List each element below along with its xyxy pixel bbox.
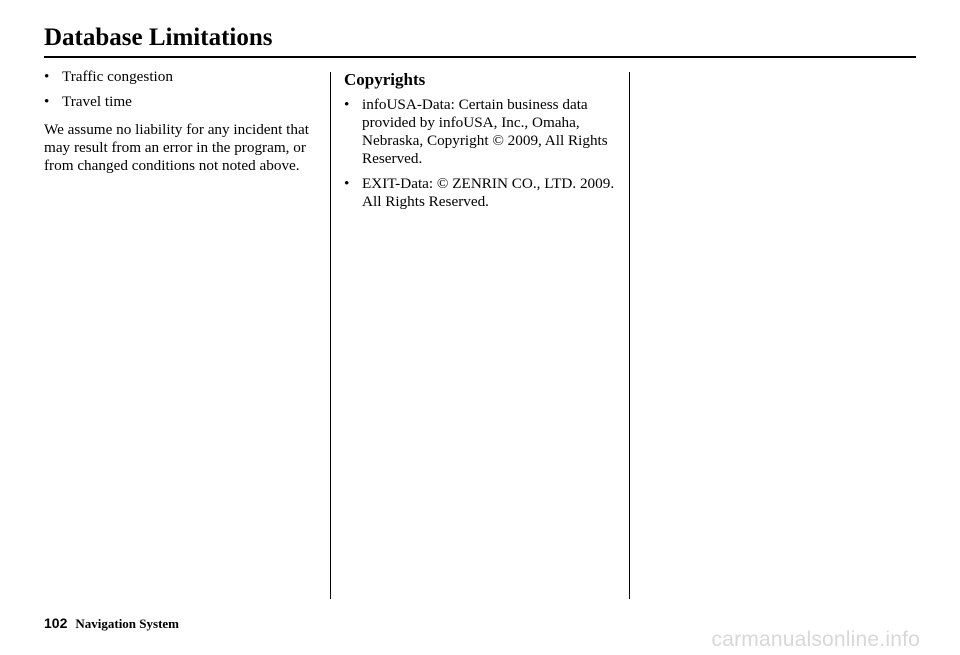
page-number: 102 [44,615,68,631]
footer-section-label: Navigation System [75,616,179,631]
bullet-text: Traffic congestion [62,68,173,85]
column-divider-right [629,72,630,599]
bullet-dot: • [344,175,350,192]
bullet-dot: • [44,68,50,85]
section-heading: Copyrights [344,70,426,89]
title-rule [44,56,916,58]
bullet-text: EXIT-Data: © ZENRIN CO., LTD. 2009. All Rights Reserved. [362,175,615,210]
right-column [344,68,620,218]
bullet-dot: • [44,93,50,110]
bullet-text: infoUSA-Data: Certain business data provided by infoUSA, Inc., Omaha, Nebraska, Copyright © 2009, All Rights Reserved. [362,96,608,167]
liability-paragraph: We assume no liability for any incident that may result from an error in the program, or from changed conditions not noted above. [44,121,309,174]
bullet-text: Travel time [62,93,132,110]
bullet-item [44,68,324,86]
page-footer [44,615,179,632]
page-title: Database Limitations [44,24,273,51]
bullet-dot: • [344,96,350,113]
watermark: carmanualsonline.info [711,628,920,651]
bullet-item [44,93,324,111]
bullet-item [344,175,620,211]
column-divider-left [330,72,331,599]
left-column [44,68,324,175]
bullet-item [344,96,620,168]
